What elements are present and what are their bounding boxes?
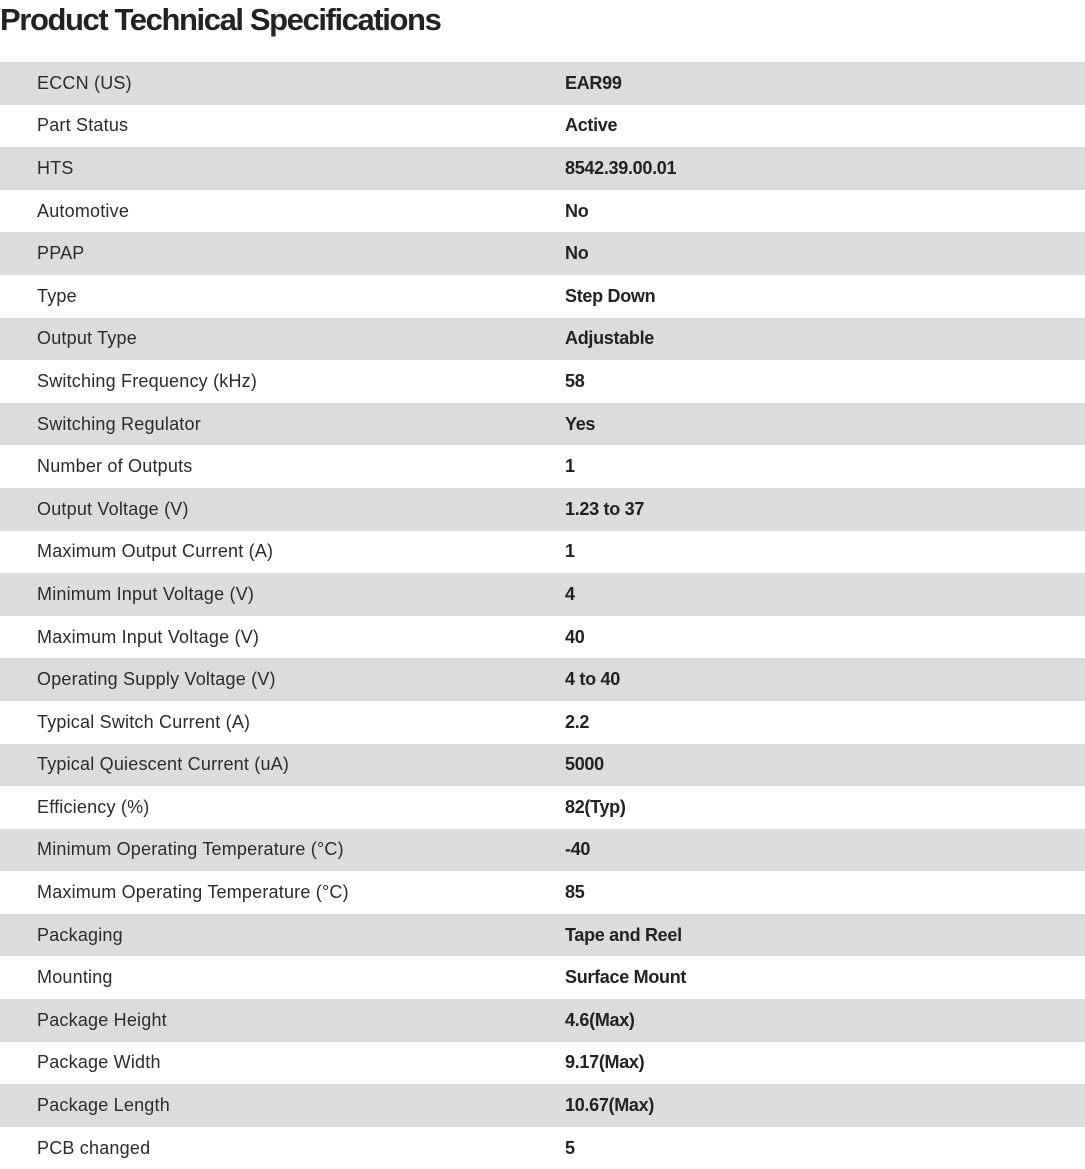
- spec-label: Switching Regulator: [37, 413, 201, 434]
- spec-label: Typical Quiescent Current (uA): [37, 754, 290, 775]
- spec-value: 58: [565, 370, 585, 391]
- spec-row: [0, 403, 1085, 446]
- spec-row: [0, 105, 1085, 148]
- spec-label: Output Voltage (V): [37, 498, 189, 519]
- spec-value: Step Down: [565, 285, 656, 306]
- spec-label: Maximum Output Current (A): [37, 541, 274, 562]
- spec-value: 85: [565, 882, 585, 903]
- spec-row: [0, 573, 1085, 616]
- spec-value: Yes: [565, 413, 596, 434]
- spec-value: 1: [565, 456, 575, 477]
- spec-row: [0, 318, 1085, 361]
- spec-row: [0, 190, 1085, 233]
- spec-label: Mounting: [37, 967, 113, 988]
- spec-row: [0, 1084, 1085, 1127]
- spec-label: Maximum Input Voltage (V): [37, 626, 260, 647]
- spec-value: 40: [565, 626, 585, 647]
- spec-label: PCB changed: [37, 1137, 151, 1158]
- spec-label: Type: [37, 285, 77, 306]
- spec-table: [0, 62, 1085, 1169]
- spec-value: 4: [565, 583, 575, 604]
- spec-value: 82(Typ): [565, 796, 626, 817]
- spec-value: No: [565, 200, 589, 221]
- spec-value: 4 to 40: [565, 669, 620, 690]
- spec-value: 1.23 to 37: [565, 498, 645, 519]
- spec-row: [0, 232, 1085, 275]
- spec-row: [0, 488, 1085, 531]
- spec-label: Operating Supply Voltage (V): [37, 669, 276, 690]
- spec-value: 5000: [565, 754, 604, 775]
- spec-label: Maximum Operating Temperature (°C): [37, 882, 349, 903]
- spec-row: [0, 445, 1085, 488]
- spec-row: [0, 786, 1085, 829]
- spec-label: Package Height: [37, 1009, 167, 1030]
- spec-label: Minimum Operating Temperature (°C): [37, 839, 344, 860]
- spec-value: 4.6(Max): [565, 1009, 635, 1030]
- spec-value: 1: [565, 541, 575, 562]
- spec-table-body: [0, 62, 1085, 1169]
- spec-row: [0, 147, 1085, 190]
- spec-row: [0, 62, 1085, 105]
- spec-row: [0, 360, 1085, 403]
- spec-label: Output Type: [37, 328, 137, 349]
- spec-row: [0, 871, 1085, 914]
- spec-label: ECCN (US): [37, 72, 132, 93]
- spec-value: -40: [565, 839, 591, 860]
- spec-label: Part Status: [37, 115, 129, 136]
- page-title: Product Technical Specifications: [0, 2, 441, 37]
- spec-row: [0, 956, 1085, 999]
- spec-label: PPAP: [37, 243, 85, 264]
- spec-value: Adjustable: [565, 328, 655, 349]
- spec-value: Active: [565, 115, 618, 136]
- spec-row: [0, 701, 1085, 744]
- spec-label: Package Length: [37, 1095, 170, 1116]
- spec-row: [0, 1042, 1085, 1085]
- spec-label: Package Width: [37, 1052, 161, 1073]
- spec-row: [0, 914, 1085, 957]
- spec-value: 9.17(Max): [565, 1052, 645, 1073]
- spec-label: Packaging: [37, 924, 123, 945]
- spec-value: EAR99: [565, 72, 622, 93]
- spec-label: Minimum Input Voltage (V): [37, 583, 255, 604]
- spec-value: Surface Mount: [565, 967, 687, 988]
- spec-value: 8542.39.00.01: [565, 157, 677, 178]
- spec-value: No: [565, 243, 589, 264]
- spec-label: Typical Switch Current (A): [37, 711, 251, 732]
- spec-row: [0, 531, 1085, 574]
- spec-value: Tape and Reel: [565, 924, 682, 945]
- spec-label: Efficiency (%): [37, 796, 150, 817]
- spec-label: HTS: [37, 157, 74, 178]
- spec-row: [0, 658, 1085, 701]
- spec-value: 2.2: [565, 711, 590, 732]
- spec-label: Automotive: [37, 200, 130, 221]
- spec-value: 5: [565, 1137, 575, 1158]
- spec-value: 10.67(Max): [565, 1095, 655, 1116]
- spec-label: Switching Frequency (kHz): [37, 370, 258, 391]
- spec-row: [0, 744, 1085, 787]
- spec-row: [0, 275, 1085, 318]
- spec-row: [0, 829, 1085, 872]
- spec-label: Number of Outputs: [37, 456, 193, 477]
- spec-row: [0, 616, 1085, 659]
- spec-row: [0, 999, 1085, 1042]
